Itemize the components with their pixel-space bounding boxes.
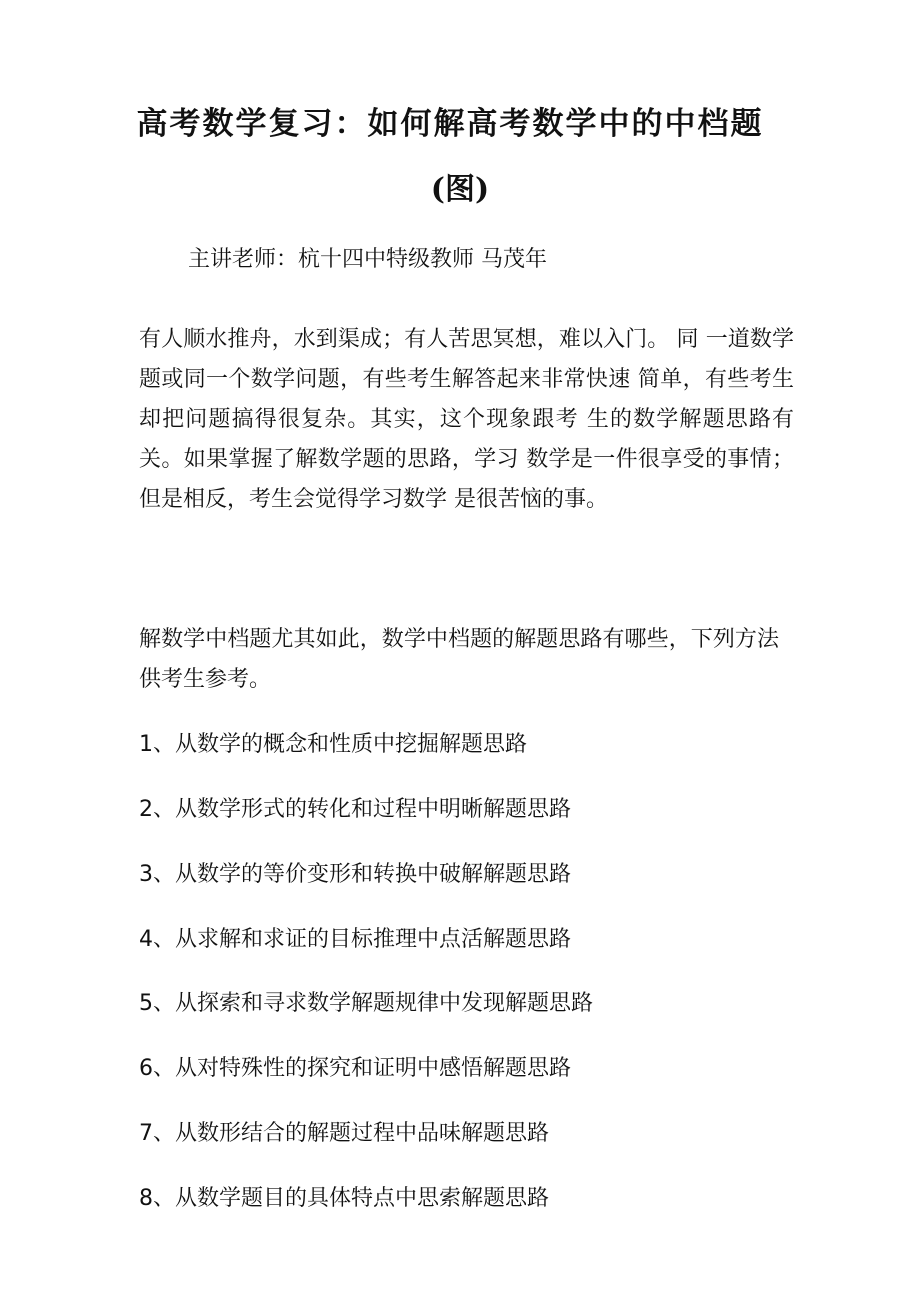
list-item: 7、从数形结合的解题过程中品味解题思路	[139, 1121, 549, 1146]
list-item: 4、从求解和求证的目标推理中点活解题思路	[139, 927, 571, 952]
intro-paragraph: 有人顺水推舟，水到渠成；有人苦思冥想，难以入门。 同 一道数学题或同一个数学问题，有些考生解答起来非常快速 简单，有些考生却把问题搞得很复杂。其实，这个现象跟考 生的数学解题思路有关。如果掌握了解数学题的思路，学习 数学是一件很享受的事情；但是相反，考生会觉得学习数学 是很苦恼的事。	[139, 327, 794, 512]
lead-paragraph: 解数学中档题尤其如此，数学中档题的解题思路有哪些，下列方法供考生参考。	[139, 627, 779, 692]
list-item: 1、从数学的概念和性质中挖掘解题思路	[139, 732, 527, 757]
list-item: 5、从探索和寻求数学解题规律中发现解题思路	[139, 991, 593, 1016]
list-item: 3、从数学的等价变形和转换中破解解题思路	[139, 862, 571, 887]
list-item: 2、从数学形式的转化和过程中明晰解题思路	[139, 797, 571, 822]
page-title-suffix: (图)	[430, 172, 490, 207]
page-title: 高考数学复习：如何解高考数学中的中档题	[136, 106, 764, 142]
author-line: 主讲老师：杭十四中特级教师 马茂年	[188, 247, 547, 272]
list-item: 8、从数学题目的具体特点中思索解题思路	[139, 1186, 549, 1211]
list-item: 6、从对特殊性的探究和证明中感悟解题思路	[139, 1056, 571, 1081]
